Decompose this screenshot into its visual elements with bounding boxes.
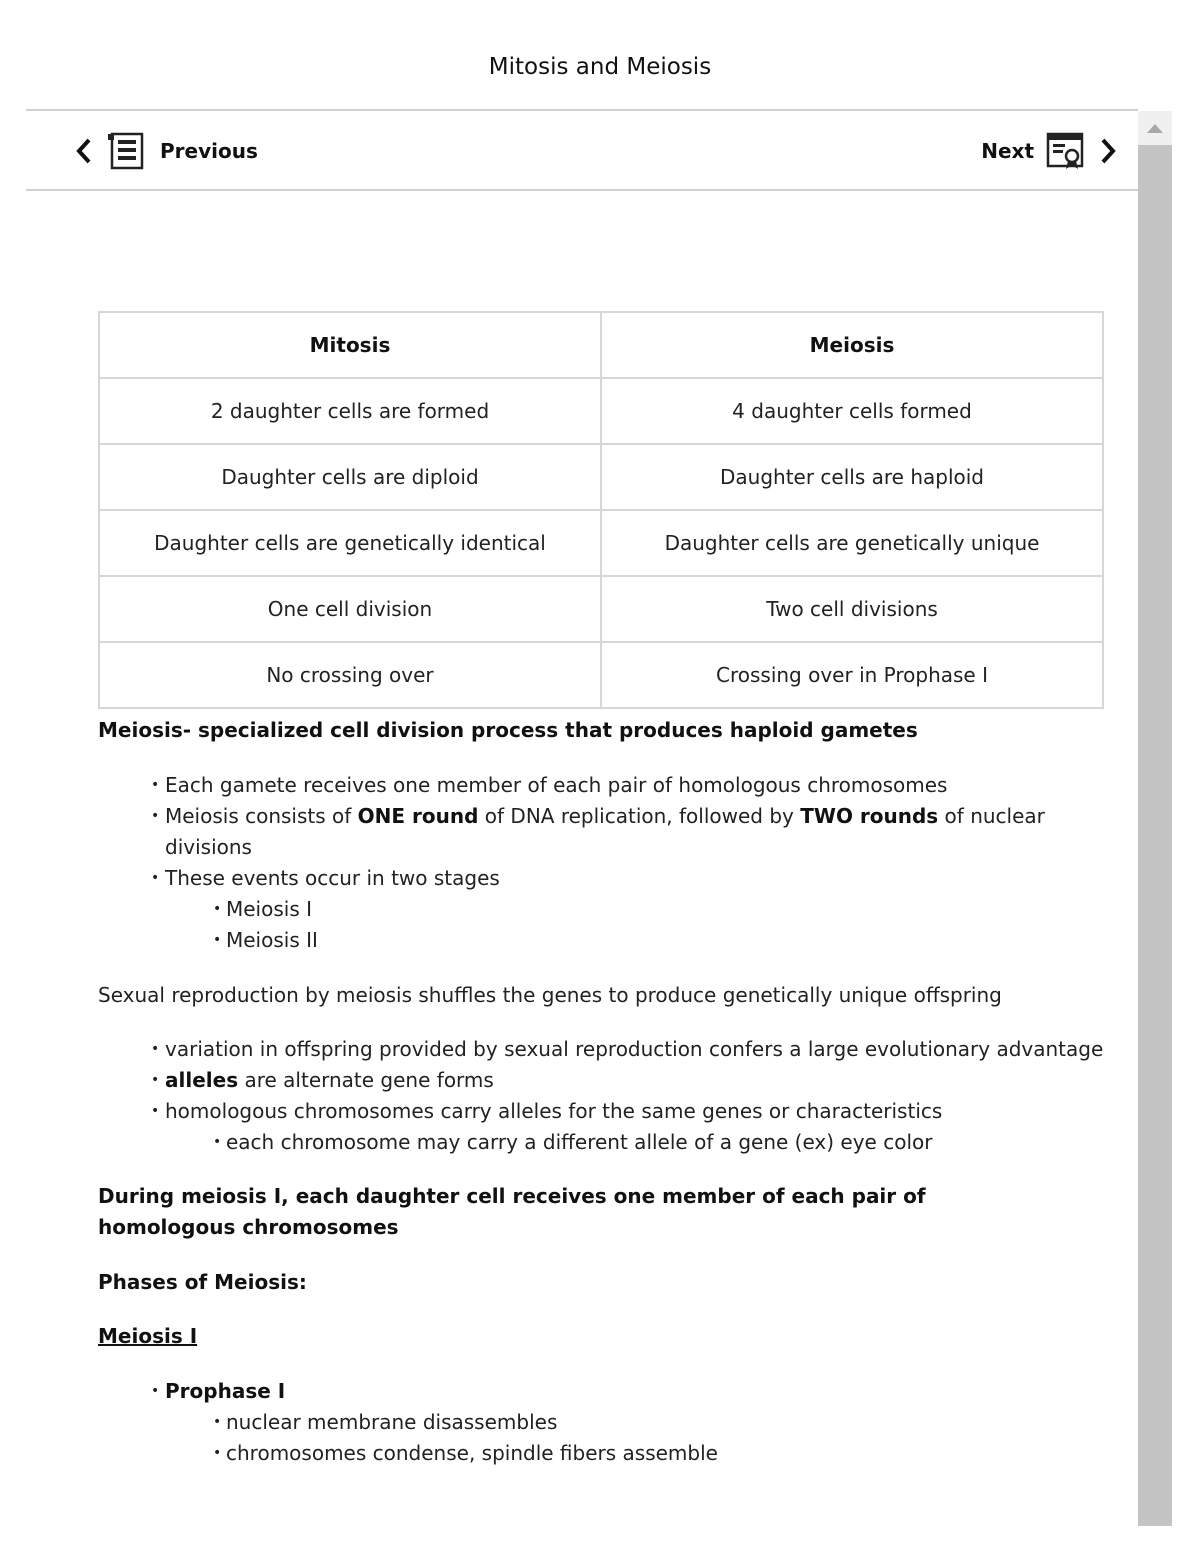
list-item-text: homologous chromosomes carry alleles for the same genes or characteristics: [165, 1099, 943, 1123]
emphasis-text: ONE round: [357, 804, 479, 828]
meiosis-i-heading: Meiosis I: [98, 1324, 198, 1348]
chevron-left-icon: [74, 136, 94, 166]
sub-list-item: • Meiosis I: [98, 894, 1104, 925]
emphasis-text: alleles: [165, 1068, 239, 1092]
table-row: [99, 378, 1103, 444]
table-cell: No crossing over: [99, 642, 601, 708]
table-cell: Daughter cells are diploid: [99, 444, 601, 510]
sub-list-item: • Meiosis II: [98, 925, 1104, 956]
sub-list: [165, 1127, 1104, 1158]
next-button[interactable]: [981, 129, 1118, 173]
vertical-scrollbar[interactable]: [1138, 111, 1172, 1526]
table-cell: 4 daughter cells formed: [601, 378, 1103, 444]
sub-list-item: • chromosomes condense, spindle fibers assemble: [98, 1438, 1104, 1469]
table-row: [99, 576, 1103, 642]
previous-label: Previous: [160, 139, 258, 163]
table-cell: 2 daughter cells are formed: [99, 378, 601, 444]
previous-button[interactable]: [74, 129, 258, 173]
list-item: [98, 1096, 1104, 1158]
list-item-text: of DNA replication, followed by: [478, 804, 801, 828]
list-item: [98, 801, 1104, 863]
document-content: [98, 311, 1104, 1469]
prophase-list: [98, 1376, 1104, 1469]
list-item-text: of nuclear divisions: [165, 804, 1045, 859]
list-item: [98, 770, 1104, 801]
table-cell: Two cell divisions: [601, 576, 1103, 642]
emphasis-text: TWO rounds: [800, 804, 939, 828]
triangle-up-icon: [1138, 111, 1172, 145]
list-item-text: These events occur in two stages: [165, 866, 500, 890]
table-header-row: [99, 312, 1103, 378]
sub-list: [165, 1407, 1104, 1469]
page-title: Mitosis and Meiosis: [488, 54, 712, 80]
meiosis-definition: Meiosis- specialized cell division process that produces haploid gametes: [98, 718, 918, 742]
list-item-text: Meiosis consists of: [165, 804, 358, 828]
meiosis-bullet-list: [98, 770, 1104, 956]
list-item-text: are alternate gene forms: [238, 1068, 494, 1092]
list-item-text: variation in offspring provided by sexual reproduction confers a large evolutionary advantage: [165, 1037, 1104, 1061]
table-cell: Daughter cells are haploid: [601, 444, 1103, 510]
phases-heading: Phases of Meiosis:: [98, 1270, 307, 1294]
during-meiosis-text: During meiosis I, each daughter cell receives one member of each pair of homologous chromosomes: [98, 1184, 926, 1239]
variation-bullet-list: [98, 1034, 1104, 1158]
sexual-reproduction-text: Sexual reproduction by meiosis shuffles the genes to produce genetically unique offspring: [98, 983, 1002, 1007]
table-cell: Crossing over in Prophase I: [601, 642, 1103, 708]
table-cell: Daughter cells are genetically unique: [601, 510, 1103, 576]
list-item: [98, 1376, 1104, 1469]
scroll-up-button[interactable]: [1138, 111, 1172, 145]
list-item-text: Prophase I: [165, 1379, 286, 1403]
table-cell: Daughter cells are genetically identical: [99, 510, 601, 576]
sub-list-item: • nuclear membrane disassembles: [98, 1407, 1104, 1438]
certificate-icon: [1046, 132, 1084, 170]
comparison-table: [98, 311, 1104, 709]
navigation-bar: [26, 109, 1138, 191]
chevron-right-icon: [1098, 136, 1118, 166]
list-item: [98, 1065, 1104, 1096]
document-icon: [108, 132, 146, 170]
sub-list: [165, 894, 1104, 956]
list-item-text: Each gamete receives one member of each pair of homologous chromosomes: [165, 773, 948, 797]
table-cell: One cell division: [99, 576, 601, 642]
sub-list-item: • each chromosome may carry a different allele of a gene (ex) eye color: [98, 1127, 1104, 1158]
table-row: [99, 444, 1103, 510]
list-item: [98, 863, 1104, 956]
scrollbar-thumb[interactable]: [1138, 145, 1172, 1526]
list-item: [98, 1034, 1104, 1065]
table-header: Meiosis: [601, 312, 1103, 378]
table-row: [99, 510, 1103, 576]
next-label: Next: [981, 139, 1034, 163]
table-row: [99, 642, 1103, 708]
table-header: Mitosis: [99, 312, 601, 378]
